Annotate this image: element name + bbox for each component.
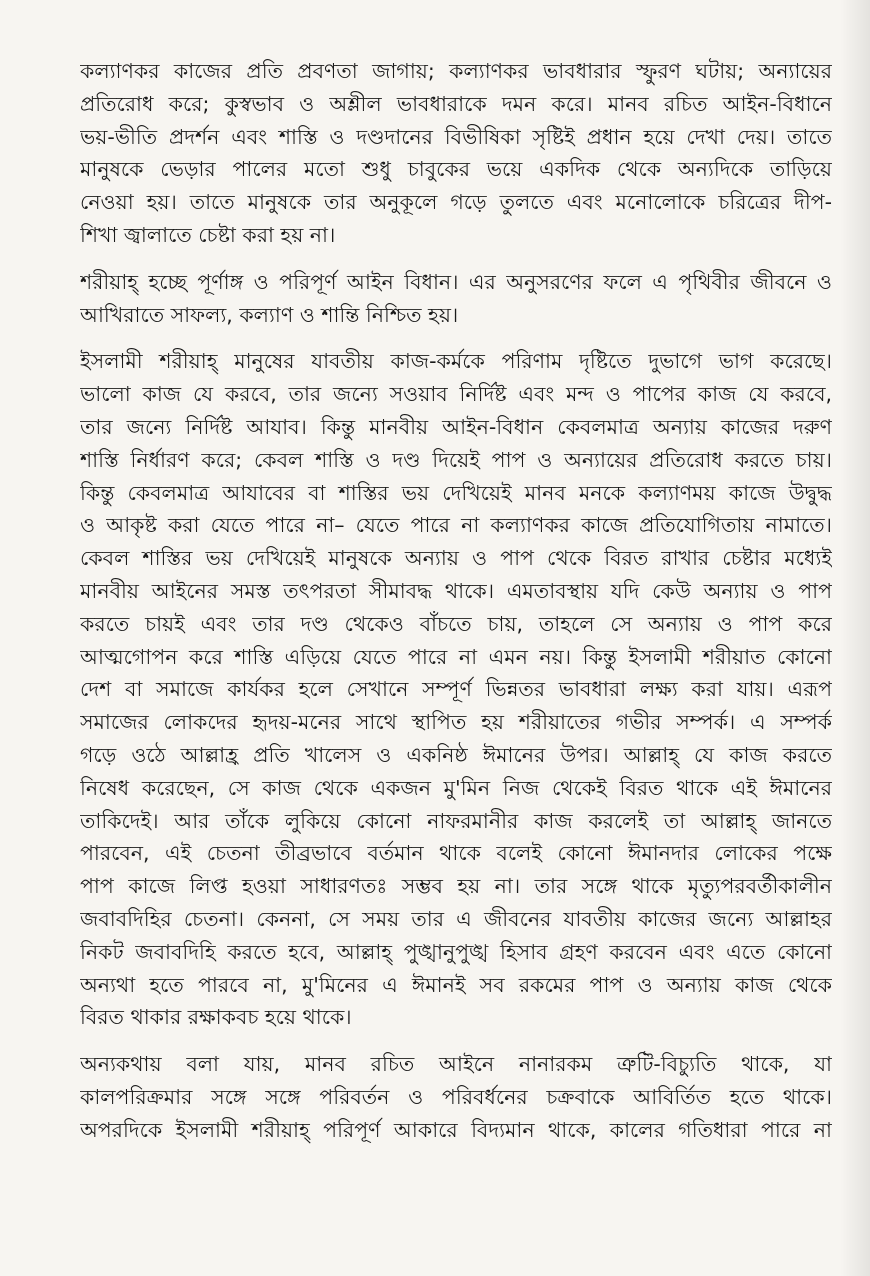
text-line: ভয়-ভীতি প্রদর্শন এবং শাস্তি ও দণ্ডদানের বিভীষিকা সৃষ্টিই প্রধান হয়ে দেখা দেয়। তাতে (80, 124, 832, 149)
text-line: নিকট জবাবদিহি করতে হবে, আল্লাহ্ পুঙ্খানুপুঙ্খ হিসাব গ্রহণ করবেন এবং এতে কোনো (80, 939, 832, 964)
text-line: নেওয়া হয়। তাতে মানুষকে তার অনুকূলে গড়ে তুলতে এবং মনোলোকে চরিত্রের দীপ- (80, 190, 832, 215)
text-line: বিরত থাকার রক্ষাকবচ হয়ে থাকে। (80, 1005, 352, 1030)
text-line: তার জন্যে নির্দিষ্ট আযাব। কিন্তু মানবীয় আইন-বিধান কেবলমাত্র অন্যায় কাজের দরুণ (80, 414, 832, 439)
paragraph-4 (80, 1048, 832, 1146)
text-line: নিষেধ করেছেন, সে কাজ থেকে একজন মু'মিন নিজ থেকেই বিরত থাকে এই ঈমানের (80, 775, 832, 800)
text-line: সমাজের লোকদের হৃদয়-মনের সাথে স্থাপিত হয় শরীয়াতের গভীর সম্পর্ক। এ সম্পর্ক (80, 710, 832, 735)
text-line: অন্যকথায় বলা যায়, মানব রচিত আইনে নানারকম ত্রুটি-বিচ্যুতি থাকে, যা (80, 1052, 832, 1077)
text-line: অপরদিকে ইসলামী শরীয়াহ্ পরিপূর্ণ আকারে বিদ্যমান থাকে, কালের গতিধারা পারে না (80, 1117, 832, 1142)
text-line: কালপরিক্রমার সঙ্গে সঙ্গে পরিবর্তন ও পরিবর্ধনের চক্রবাকে আবির্তিত হতে থাকে। (80, 1084, 832, 1109)
document-page (80, 55, 832, 1161)
text-line: ও আকৃষ্ট করা যেতে পারে না– যেতে পারে না কল্যাণকর কাজে প্রতিযোগিতায় নামাতে। (80, 513, 832, 538)
text-line: মানবীয় আইনের সমস্ত তৎপরতা সীমাবদ্ধ থাকে। এমতাবস্থায় যদি কেউ অন্যায় ও পাপ (80, 578, 832, 603)
text-line: মানুষকে ভেড়ার পালের মতো শুধু চাবুকের ভয়ে একদিক থেকে অন্যদিকে তাড়িয়ে (80, 157, 832, 182)
text-line: গড়ে ওঠে আল্লাহ্র প্রতি খালেস ও একনিষ্ঠ ঈমানের উপর। আল্লাহ্ যে কাজ করতে (80, 742, 832, 767)
text-line: তাকিদেই। আর তাঁকে লুকিয়ে কোনো নাফরমানীর কাজ করলেই তা আল্লাহ্ জানতে (80, 808, 832, 833)
text-line: পারবেন, এই চেতনা তীব্রভাবে বর্তমান থাকে বলেই কোনো ঈমানদার লোকের পক্ষে (80, 841, 832, 866)
text-line: আখিরাতে সাফল্য, কল্যাণ ও শান্তি নিশ্চিত হয়। (80, 302, 459, 327)
paragraph-3 (80, 345, 832, 1034)
paragraph-1 (80, 55, 832, 252)
text-line: দেশ বা সমাজে কার্যকর হলে সেখানে সম্পূর্ণ ভিন্নতর ভাবধারা লক্ষ্য করা যায়। এরূপ (80, 677, 832, 702)
text-line: শিখা জ্বালাতে চেষ্টা করা হয় না। (80, 222, 336, 247)
text-line: কেবল শাস্তির ভয় দেখিয়েই মানুষকে অন্যায় ও পাপ থেকে বিরত রাখার চেষ্টার মধ্যেই (80, 546, 832, 571)
text-line: কিন্তু কেবলমাত্র আযাবের বা শাস্তির ভয় দেখিয়েই মানব মনকে কল্যাণময় কাজে উদ্বুদ্ধ (80, 480, 832, 505)
text-line: জবাবদিহির চেতনা। কেননা, সে সময় তার এ জীবনের যাবতীয় কাজের জন্যে আল্লাহর (80, 906, 832, 931)
text-line: অন্যথা হতে পারবে না, মু'মিনের এ ঈমানই সব রকমের পাপ ও অন্যায় কাজ থেকে (80, 972, 832, 997)
text-line: করতে চায়ই এবং তার দণ্ড থেকেও বাঁচতে চায়, তাহলে সে অন্যায় ও পাপ করে (80, 611, 832, 636)
text-line: কল্যাণকর কাজের প্রতি প্রবণতা জাগায়; কল্যাণকর ভাবধারার স্ফুরণ ঘটায়; অন্যায়ের (80, 59, 832, 83)
text-line: পাপ কাজে লিপ্ত হওয়া সাধারণতঃ সম্ভব হয় না। তার সঙ্গে থাকে মৃত্যুপরবর্তীকালীন (80, 874, 832, 899)
paragraph-2 (80, 266, 832, 332)
text-line: ভালো কাজ যে করবে, তার জন্যে সওয়াব নির্দিষ্ট এবং মন্দ ও পাপের কাজ যে করবে, (80, 382, 832, 407)
page-edge-shadow (840, 0, 870, 1276)
text-line: প্রতিরোধ করে; কুস্বভাব ও অশ্লীল ভাবধারাকে দমন করে। মানব রচিত আইন-বিধানে (80, 91, 832, 116)
text-line: শাস্তি নির্ধারণ করে; কেবল শাস্তি ও দণ্ড দিয়েই পাপ ও অন্যায়ের প্রতিরোধ করতে চায়। (80, 447, 832, 472)
text-line: শরীয়াহ্ হচ্ছে পূর্ণাঙ্গ ও পরিপূর্ণ আইন বিধান। এর অনুসরণের ফলে এ পৃথিবীর জীবনে ও (80, 269, 832, 294)
text-line: আত্মগোপন করে শাস্তি এড়িয়ে যেতে পারে না এমন নয়। কিন্তু ইসলামী শরীয়াত কোনো (80, 644, 832, 669)
text-line: ইসলামী শরীয়াহ্ মানুষের যাবতীয় কাজ-কর্মকে পরিণাম দৃষ্টিতে দুভাগে ভাগ করেছে। (80, 349, 832, 374)
